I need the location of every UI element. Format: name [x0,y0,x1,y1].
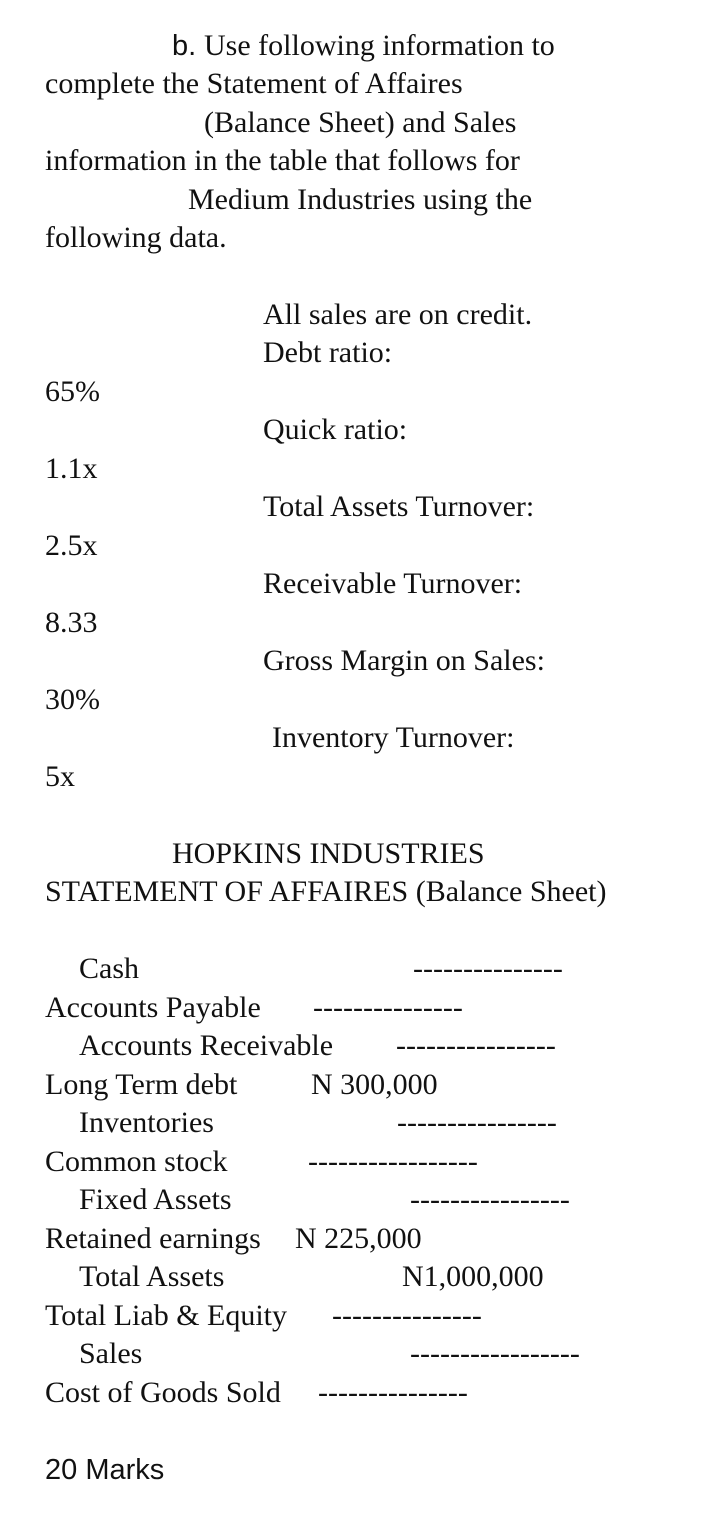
marks-label: 20 Marks [45,1454,165,1486]
intro-line: complete the Statement of Affaires [45,67,463,100]
row-value-accounts-receivable: ---------------- [396,1029,556,1062]
ratio-label-receivable-turnover: Receivable Turnover: [263,567,523,600]
ratio-label-gross-margin: Gross Margin on Sales: [263,644,545,677]
ratio-value-gross-margin: 30% [45,683,100,716]
ratio-label-quick: Quick ratio: [263,413,408,446]
row-label-inventories: Inventories [79,1106,214,1139]
intro-line: (Balance Sheet) and Sales [204,106,517,139]
row-label-sales: Sales [79,1337,143,1370]
ratio-label-total-assets-turnover: Total Assets Turnover: [263,490,535,523]
statement-title: STATEMENT OF AFFAIRES (Balance Sheet) [45,875,607,908]
ratio-label-debt: Debt ratio: [263,336,393,369]
row-label-fixed-assets: Fixed Assets [79,1183,232,1216]
row-label-common-stock: Common stock [45,1145,228,1178]
intro-line: information in the table that follows for [45,144,520,177]
row-label-accounts-receivable: Accounts Receivable [79,1029,334,1062]
company-name: HOPKINS INDUSTRIES [172,837,485,870]
ratio-value-debt: 65% [45,375,100,408]
row-value-common-stock: ----------------- [308,1145,478,1178]
intro-line: Use following information to [204,29,555,62]
row-label-cost-of-goods-sold: Cost of Goods Sold [45,1376,281,1409]
row-label-accounts-payable: Accounts Payable [45,991,261,1024]
ratio-value-receivable-turnover: 8.33 [45,606,98,639]
row-value-retained-earnings: N 225,000 [295,1222,422,1255]
row-value-inventories: ---------------- [397,1106,557,1139]
row-value-cash: --------------- [413,952,563,985]
credit-sales-note: All sales are on credit. [263,298,533,331]
row-value-accounts-payable: --------------- [313,991,463,1024]
intro-line: following data. [45,221,227,254]
question-label: b. [172,30,197,62]
row-label-total-liab-equity: Total Liab & Equity [45,1299,288,1332]
row-value-sales: ----------------- [410,1337,580,1370]
row-value-long-term-debt: N 300,000 [311,1068,438,1101]
intro-line: Medium Industries using the [188,183,533,216]
ratio-value-quick: 1.1x [45,452,98,485]
row-label-cash: Cash [79,952,139,985]
ratio-label-inventory-turnover: Inventory Turnover: [272,721,515,754]
row-value-total-liab-equity: --------------- [332,1299,482,1332]
row-value-cost-of-goods-sold: --------------- [318,1376,468,1409]
row-value-total-assets: N1,000,000 [402,1260,544,1293]
ratio-value-total-assets-turnover: 2.5x [45,529,98,562]
ratio-value-inventory-turnover: 5x [45,760,75,793]
row-label-long-term-debt: Long Term debt [45,1068,238,1101]
row-value-fixed-assets: ---------------- [410,1183,570,1216]
row-label-total-assets: Total Assets [79,1260,225,1293]
row-label-retained-earnings: Retained earnings [45,1222,261,1255]
